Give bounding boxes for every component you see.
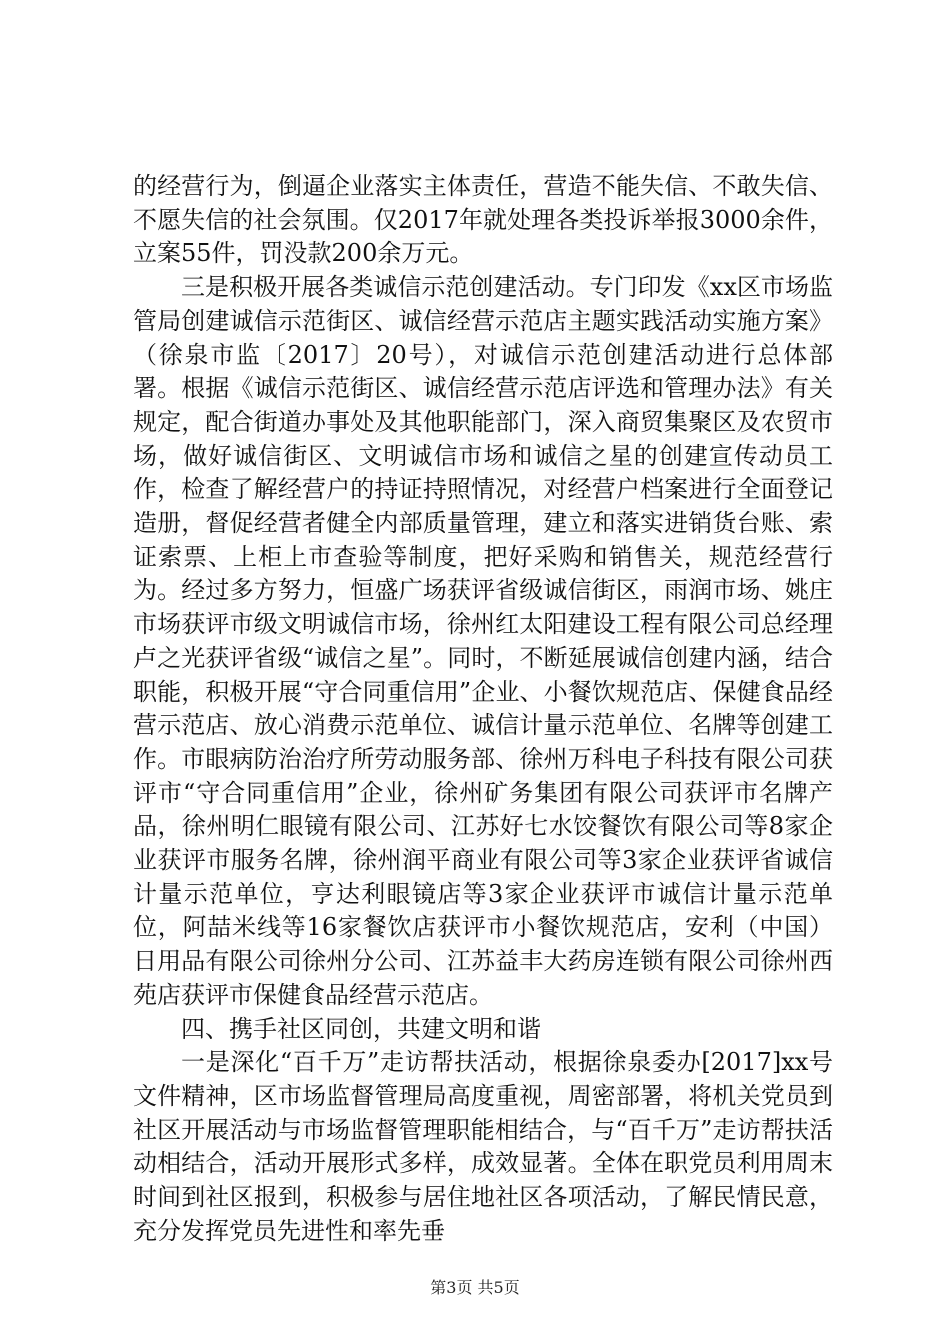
paragraph-2: 三是积极开展各类诚信示范创建活动。专门印发《xx区市场监管局创建诚信示范街区、诚信经营示范店主题实践活动实施方案》（徐泉市监〔2017〕20号），对诚信示范创建活动进行总体部署。根据《诚信示范街区、诚信经营示范店评选和管理办法》有关规定，配合街道办事处及其他职能部门，深入商贸集聚区及农贸市场，做好诚信街区、文明诚信市场和诚信之星的创建宣传动员工作，检查了解经营户的持证持照情况，对经营户档案进行全面登记造册，督促经营者健全内部质量管理，建立和落实进销货台账、索证索票、上柜上市查验等制度，把好采购和销售关，规范经营行为。经过多方努力，恒盛广场获评省级诚信街区，雨润市场、姚庄市场获评市级文明诚信市场，徐州红太阳建设工程有限公司总经理卢之光获评省级“诚信之星”。同时，不断延展诚信创建内涵，结合职能，积极开展“守合同重信用”企业、小餐饮规范店、保健食品经营示范店、放心消费示范单位、诚信计量示范单位、名牌等创建工作。市眼病防治治疗所劳动服务部、徐州万科电子科技有限公司获评市“守合同重信用”企业，徐州矿务集团有限公司获评市名牌产品，徐州明仁眼镜有限公司、江苏好七水饺餐饮有限公司等8家企业获评市服务名牌，徐州润平商业有限公司等3家企业获评省诚信计量示范单位，亨达利眼镜店等3家企业获评市诚信计量示范单位，阿喆米线等16家餐饮店获评市小餐饮规范店，安利（中国）日用品有限公司徐州分公司、江苏益丰大药房连锁有限公司徐州西苑店获评市保健食品经营示范店。 (133, 273, 833, 1009)
paragraph-1: 的经营行为，倒逼企业落实主体责任，营造不能失信、不敢失信、不愿失信的社会氛围。仅2017年就处理各类投诉举报3000余件，立案55件，罚没款200余万元。 (133, 172, 833, 268)
document-body (133, 170, 833, 1249)
page-number-footer: 第3页 共5页 (430, 1278, 520, 1297)
paragraph-3: 一是深化“百千万”走访帮扶活动，根据徐泉委办[2017]xx号文件精神，区市场监督管理局高度重视，周密部署，将机关党员到社区开展活动与市场监督管理职能相结合，与“百千万”走访帮扶活动相结合，活动开展形式多样，成效显著。全体在职党员利用周末时间到社区报到，积极参与居住地社区各项活动，了解民情民意，充分发挥党员先进性和率先垂 (133, 1048, 833, 1245)
section-heading: 四、携手社区同创，共建文明和谐 (181, 1014, 541, 1043)
